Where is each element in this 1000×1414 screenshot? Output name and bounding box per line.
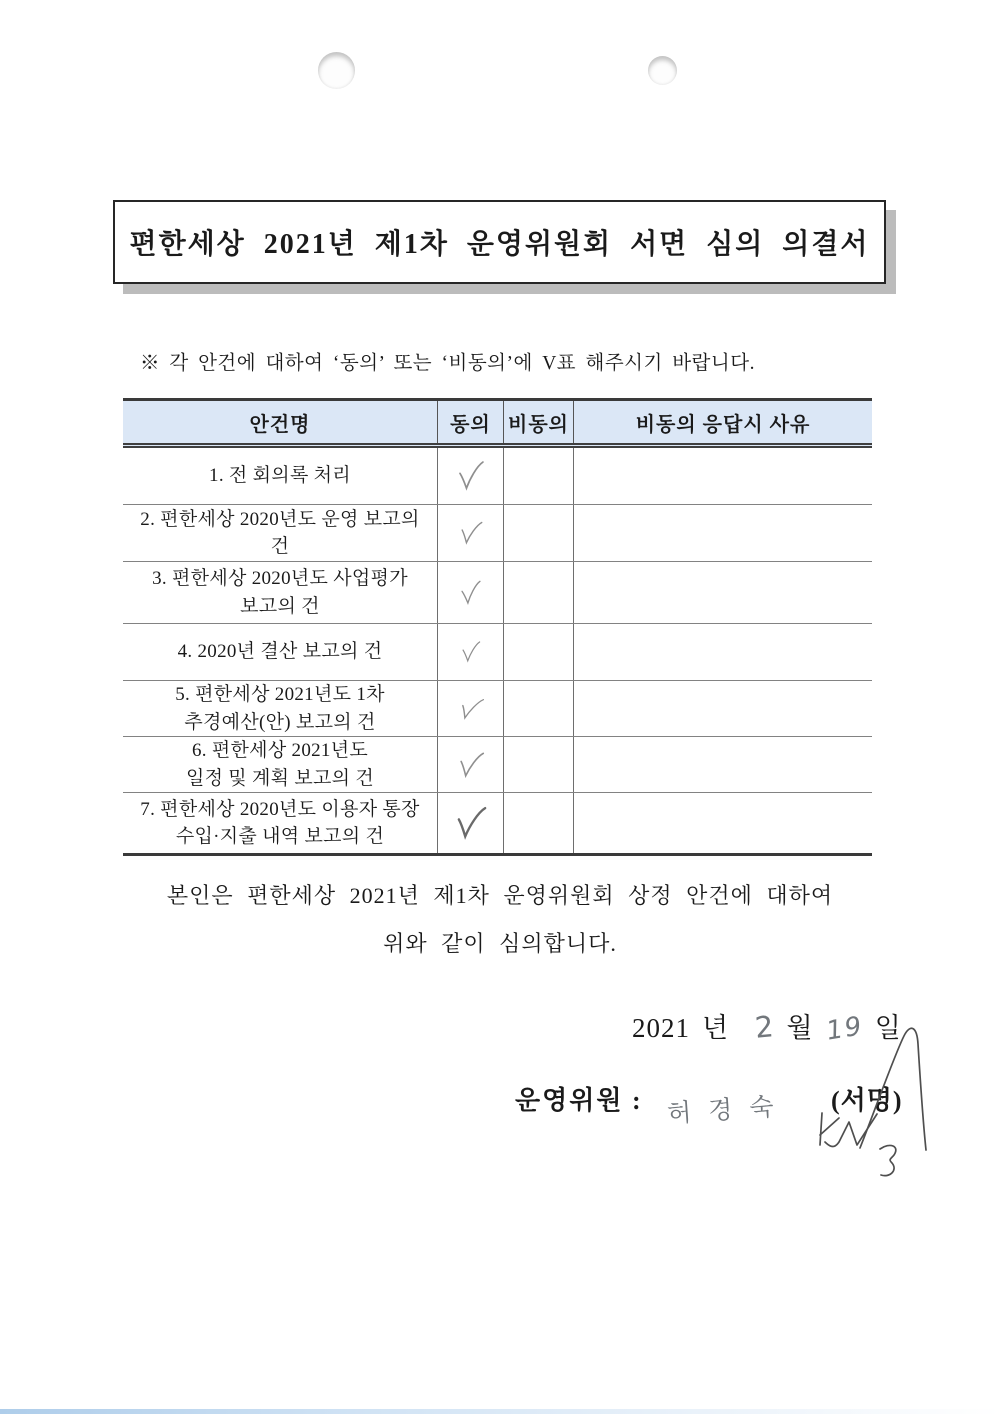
table-header [123, 398, 872, 448]
year-label: 년 [702, 1013, 730, 1043]
reason-cell [573, 737, 872, 792]
agree-cell [437, 737, 503, 792]
table-row [123, 792, 872, 853]
agenda-line: 3. 편한세상 2020년도 사업평가 [152, 568, 408, 589]
agree-cell [437, 624, 503, 680]
agenda-line: 1. 전 회의록 처리 [209, 465, 351, 487]
agenda-cell [123, 681, 437, 736]
page-title: 편한세상 2021년 제1차 운영위원회 서면 심의 의결서 [129, 229, 870, 260]
agenda-cell [123, 737, 437, 792]
closing-line-2: 위와 같이 심의합니다. [383, 931, 617, 956]
reason-cell [573, 562, 872, 623]
checkmark-icon [460, 640, 482, 663]
punch-hole-right [648, 56, 677, 85]
agenda-line: 4. 2020년 결산 보고의 건 [177, 641, 383, 663]
agree-cell [437, 681, 503, 736]
agenda-table [123, 398, 872, 856]
closing-line-1: 본인은 편한세상 2021년 제1차 운영위원회 상정 안건에 대하여 [166, 883, 834, 908]
signature-paren-label: (서명) [831, 1086, 903, 1115]
disagree-cell [503, 505, 573, 561]
agenda-line: 7. 편한세상 2020년도 이용자 통장 [140, 798, 420, 820]
title-box [113, 200, 886, 284]
reason-cell [573, 793, 872, 853]
disagree-cell [503, 624, 573, 680]
agenda-line: 추경예산(안) 보고의 건 [184, 711, 376, 733]
checkmark-icon [458, 579, 483, 605]
disagree-cell [503, 737, 573, 792]
reason-cell [573, 681, 872, 736]
year-value: 2021 [632, 1013, 690, 1043]
agenda-cell [123, 793, 437, 853]
day-label: 일 [874, 1013, 902, 1043]
reason-cell [573, 624, 872, 680]
header-cell-reason: 비동의 응답시 사유 [573, 401, 872, 443]
month-label: 월 [786, 1013, 814, 1043]
table-row [123, 561, 872, 623]
agree-cell [437, 562, 503, 623]
reason-cell [573, 505, 872, 561]
agenda-line: 6. 편한세상 2021년도 [191, 740, 369, 761]
agenda-line: 보고의 건 [240, 595, 320, 617]
day-value-handwritten: 19 [825, 1010, 863, 1048]
checkmark-icon [455, 748, 486, 781]
table-row [123, 736, 872, 792]
agree-cell [437, 448, 503, 504]
agree-cell [437, 505, 503, 561]
checkmark-icon [457, 519, 484, 548]
agenda-cell [123, 505, 437, 561]
agenda-cell [123, 448, 437, 504]
instruction-note: ※ 각 안건에 대하여 ‘동의’ 또는 ‘비동의’에 V표 해주시기 바랍니다. [140, 353, 755, 374]
table-body [123, 448, 872, 856]
agenda-line: 수입·지출 내역 보고의 건 [175, 826, 385, 847]
closing-statement [0, 872, 1000, 968]
header-cell-disagree: 비동의 [503, 401, 573, 443]
signature-scribble [805, 1018, 950, 1178]
agenda-cell [123, 624, 437, 680]
agenda-line: 일정 및 계획 보고의 건 [185, 767, 375, 789]
disagree-cell [503, 793, 573, 853]
agenda-line: 건 [270, 536, 290, 557]
bottom-edge-strip [0, 1409, 1000, 1414]
agenda-cell [123, 562, 437, 623]
checkmark-icon [455, 694, 486, 723]
header-cell-agree: 동의 [437, 401, 503, 443]
table-row [123, 680, 872, 736]
agenda-line: 2. 편한세상 2020년도 운영 보고의 [140, 508, 420, 530]
signature-name-handwritten: 허경숙 [666, 1090, 792, 1129]
committee-member-label: 운영위원 : [515, 1086, 643, 1115]
month-value-handwritten: 2 [753, 1009, 776, 1045]
table-row [123, 448, 872, 504]
checkmark-icon [452, 804, 488, 842]
header-cell-agenda: 안건명 [249, 413, 311, 436]
punch-hole-left [318, 52, 355, 89]
checkmark-icon [455, 460, 486, 493]
disagree-cell [503, 681, 573, 736]
reason-cell [573, 448, 872, 504]
agenda-line: 5. 편한세상 2021년도 1차 [175, 684, 385, 705]
table-row [123, 504, 872, 561]
table-row [123, 623, 872, 680]
disagree-cell [503, 562, 573, 623]
agree-cell [437, 793, 503, 853]
disagree-cell [503, 448, 573, 504]
